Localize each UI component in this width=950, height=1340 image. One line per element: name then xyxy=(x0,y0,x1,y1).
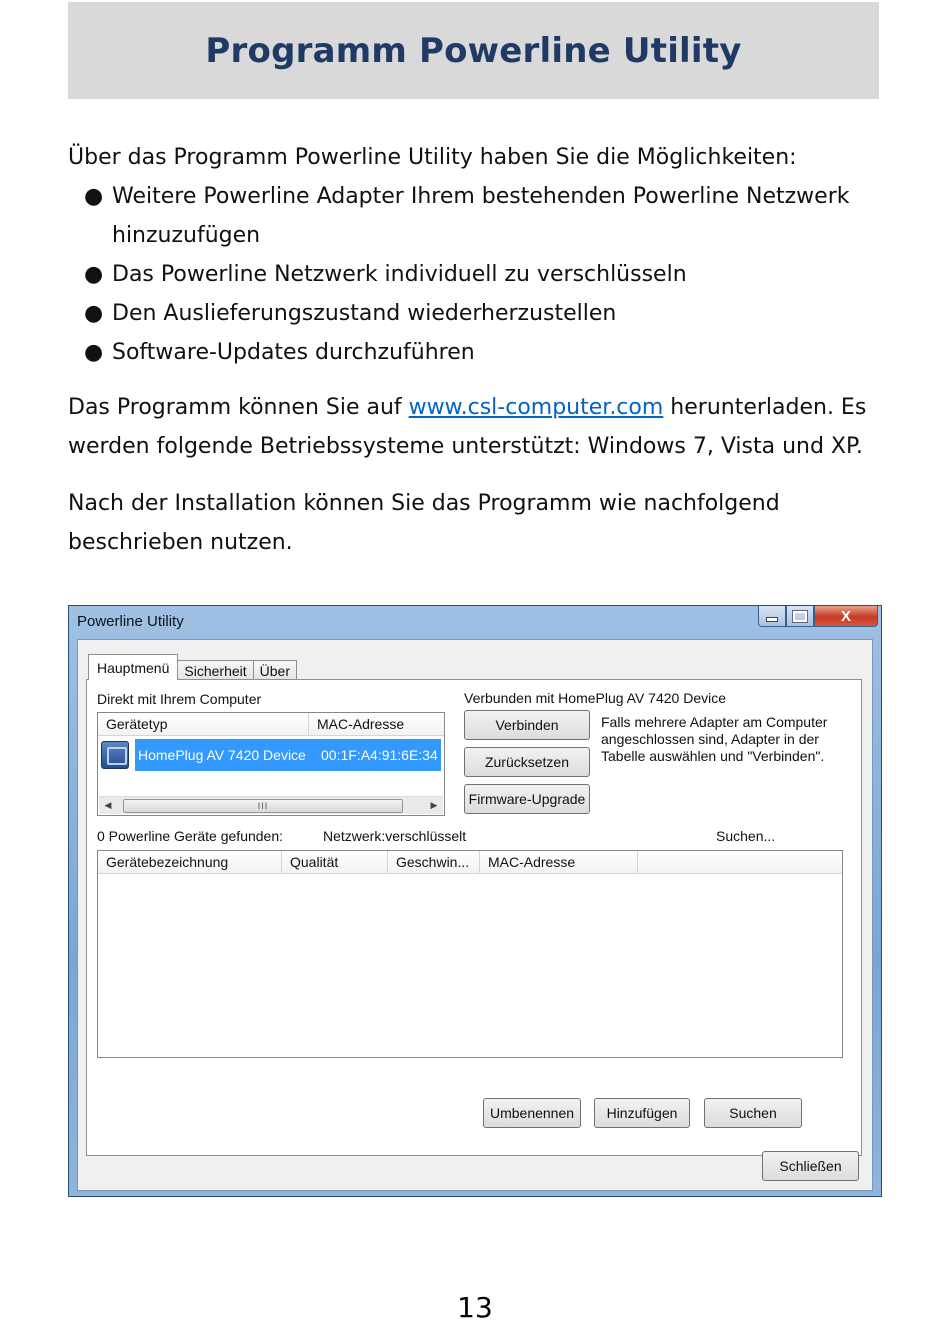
found-devices-status: 0 Powerline Geräte gefunden: xyxy=(97,828,284,844)
scroll-right-icon[interactable]: ▶ xyxy=(430,800,438,810)
install-paragraph: Nach der Installation können Sie das Programm wie nachfolgend beschrieben nutzen. xyxy=(68,491,780,555)
column-header-mac[interactable]: MAC-Adresse xyxy=(317,716,405,732)
column-header-mac[interactable]: MAC-Adresse xyxy=(480,851,638,873)
window-controls xyxy=(758,606,878,628)
list-header xyxy=(98,851,842,874)
add-button[interactable]: Hinzufügen xyxy=(594,1098,690,1128)
connected-device-label: Verbunden mit HomePlug AV 7420 Device xyxy=(464,690,727,706)
page-title: Programm Powerline Utility xyxy=(205,30,742,71)
scroll-left-icon[interactable]: ◀ xyxy=(104,800,112,810)
column-header-speed[interactable]: Geschwin... xyxy=(388,851,480,873)
bullet-icon: ● xyxy=(84,301,104,326)
tab-uber[interactable]: Über xyxy=(253,660,297,680)
reset-button[interactable]: Zurücksetzen xyxy=(464,747,590,777)
adapter-device-icon xyxy=(101,741,129,769)
close-window-button[interactable] xyxy=(814,606,878,627)
maximize-icon xyxy=(793,611,807,622)
selected-row-highlight xyxy=(135,739,441,771)
mac-address-cell: 00:1F:A4:91:6E:34 xyxy=(321,747,438,763)
search-button[interactable]: Suchen xyxy=(704,1098,802,1128)
minimize-icon xyxy=(766,617,778,622)
list-header xyxy=(98,713,444,736)
firmware-upgrade-button[interactable]: Firmware-Upgrade xyxy=(464,784,590,814)
document-body xyxy=(68,138,888,562)
connect-hint-text: Falls mehrere Adapter am Computer angeschlossen sind, Adapter in der Tabelle auswählen und "Verbinden". xyxy=(601,714,828,764)
download-paragraph: Das Programm können Sie auf www.csl-computer.com herunterladen. Es werden folgende Betriebssysteme unterstützt: Windows 7, Vista und XP. xyxy=(68,395,867,459)
close-icon: X xyxy=(840,607,851,625)
list-item: ● Das Powerline Netzwerk individuell zu verschlüsseln xyxy=(68,255,888,294)
search-status: Suchen... xyxy=(716,828,776,844)
direct-device-list[interactable] xyxy=(97,712,445,816)
intro-text: Über das Programm Powerline Utility haben Sie die Möglichkeiten: xyxy=(68,145,797,170)
maximize-button[interactable] xyxy=(786,606,814,627)
feature-list xyxy=(68,177,888,372)
tab-strip xyxy=(88,654,296,680)
rename-button[interactable]: Umbenennen xyxy=(483,1098,581,1128)
minimize-button[interactable] xyxy=(758,606,786,627)
network-device-list[interactable] xyxy=(97,850,843,1058)
device-type-cell: HomePlug AV 7420 Device xyxy=(138,747,306,763)
heading-banner xyxy=(68,2,879,99)
column-header-quality[interactable]: Qualität xyxy=(282,851,388,873)
window-client-area xyxy=(77,639,873,1191)
table-row[interactable] xyxy=(101,739,441,771)
column-header-device-type[interactable]: Gerätetyp xyxy=(98,713,309,735)
list-item: ● Weitere Powerline Adapter Ihrem bestehenden Powerline Netzwerk hinzuzufügen xyxy=(68,177,888,255)
network-status: Netzwerk:verschlüsselt xyxy=(323,828,467,844)
tab-hauptmenu[interactable]: Hauptmenü xyxy=(88,654,178,680)
powerline-utility-window xyxy=(68,605,882,1197)
bullet-icon: ● xyxy=(84,184,104,209)
bullet-icon: ● xyxy=(84,340,104,365)
scroll-thumb[interactable]: III xyxy=(123,799,403,813)
page-number: 13 xyxy=(457,1291,493,1324)
scroll-track[interactable] xyxy=(117,799,425,813)
tab-sicherheit[interactable]: Sicherheit xyxy=(177,660,253,680)
list-item: ● Den Auslieferungszustand wiederherzustellen xyxy=(68,294,888,333)
download-link[interactable]: www.csl-computer.com xyxy=(408,395,664,420)
column-header-device-name[interactable]: Gerätebezeichnung xyxy=(98,851,282,873)
direct-section-label: Direkt mit Ihrem Computer xyxy=(97,691,262,707)
window-title: Powerline Utility xyxy=(77,613,184,630)
list-item: ● Software-Updates durchzuführen xyxy=(68,333,888,372)
close-button[interactable]: Schließen xyxy=(762,1151,859,1181)
connect-button[interactable]: Verbinden xyxy=(464,710,590,740)
horizontal-scrollbar[interactable] xyxy=(99,796,443,814)
bullet-icon: ● xyxy=(84,262,104,287)
main-tab-panel xyxy=(86,679,862,1156)
